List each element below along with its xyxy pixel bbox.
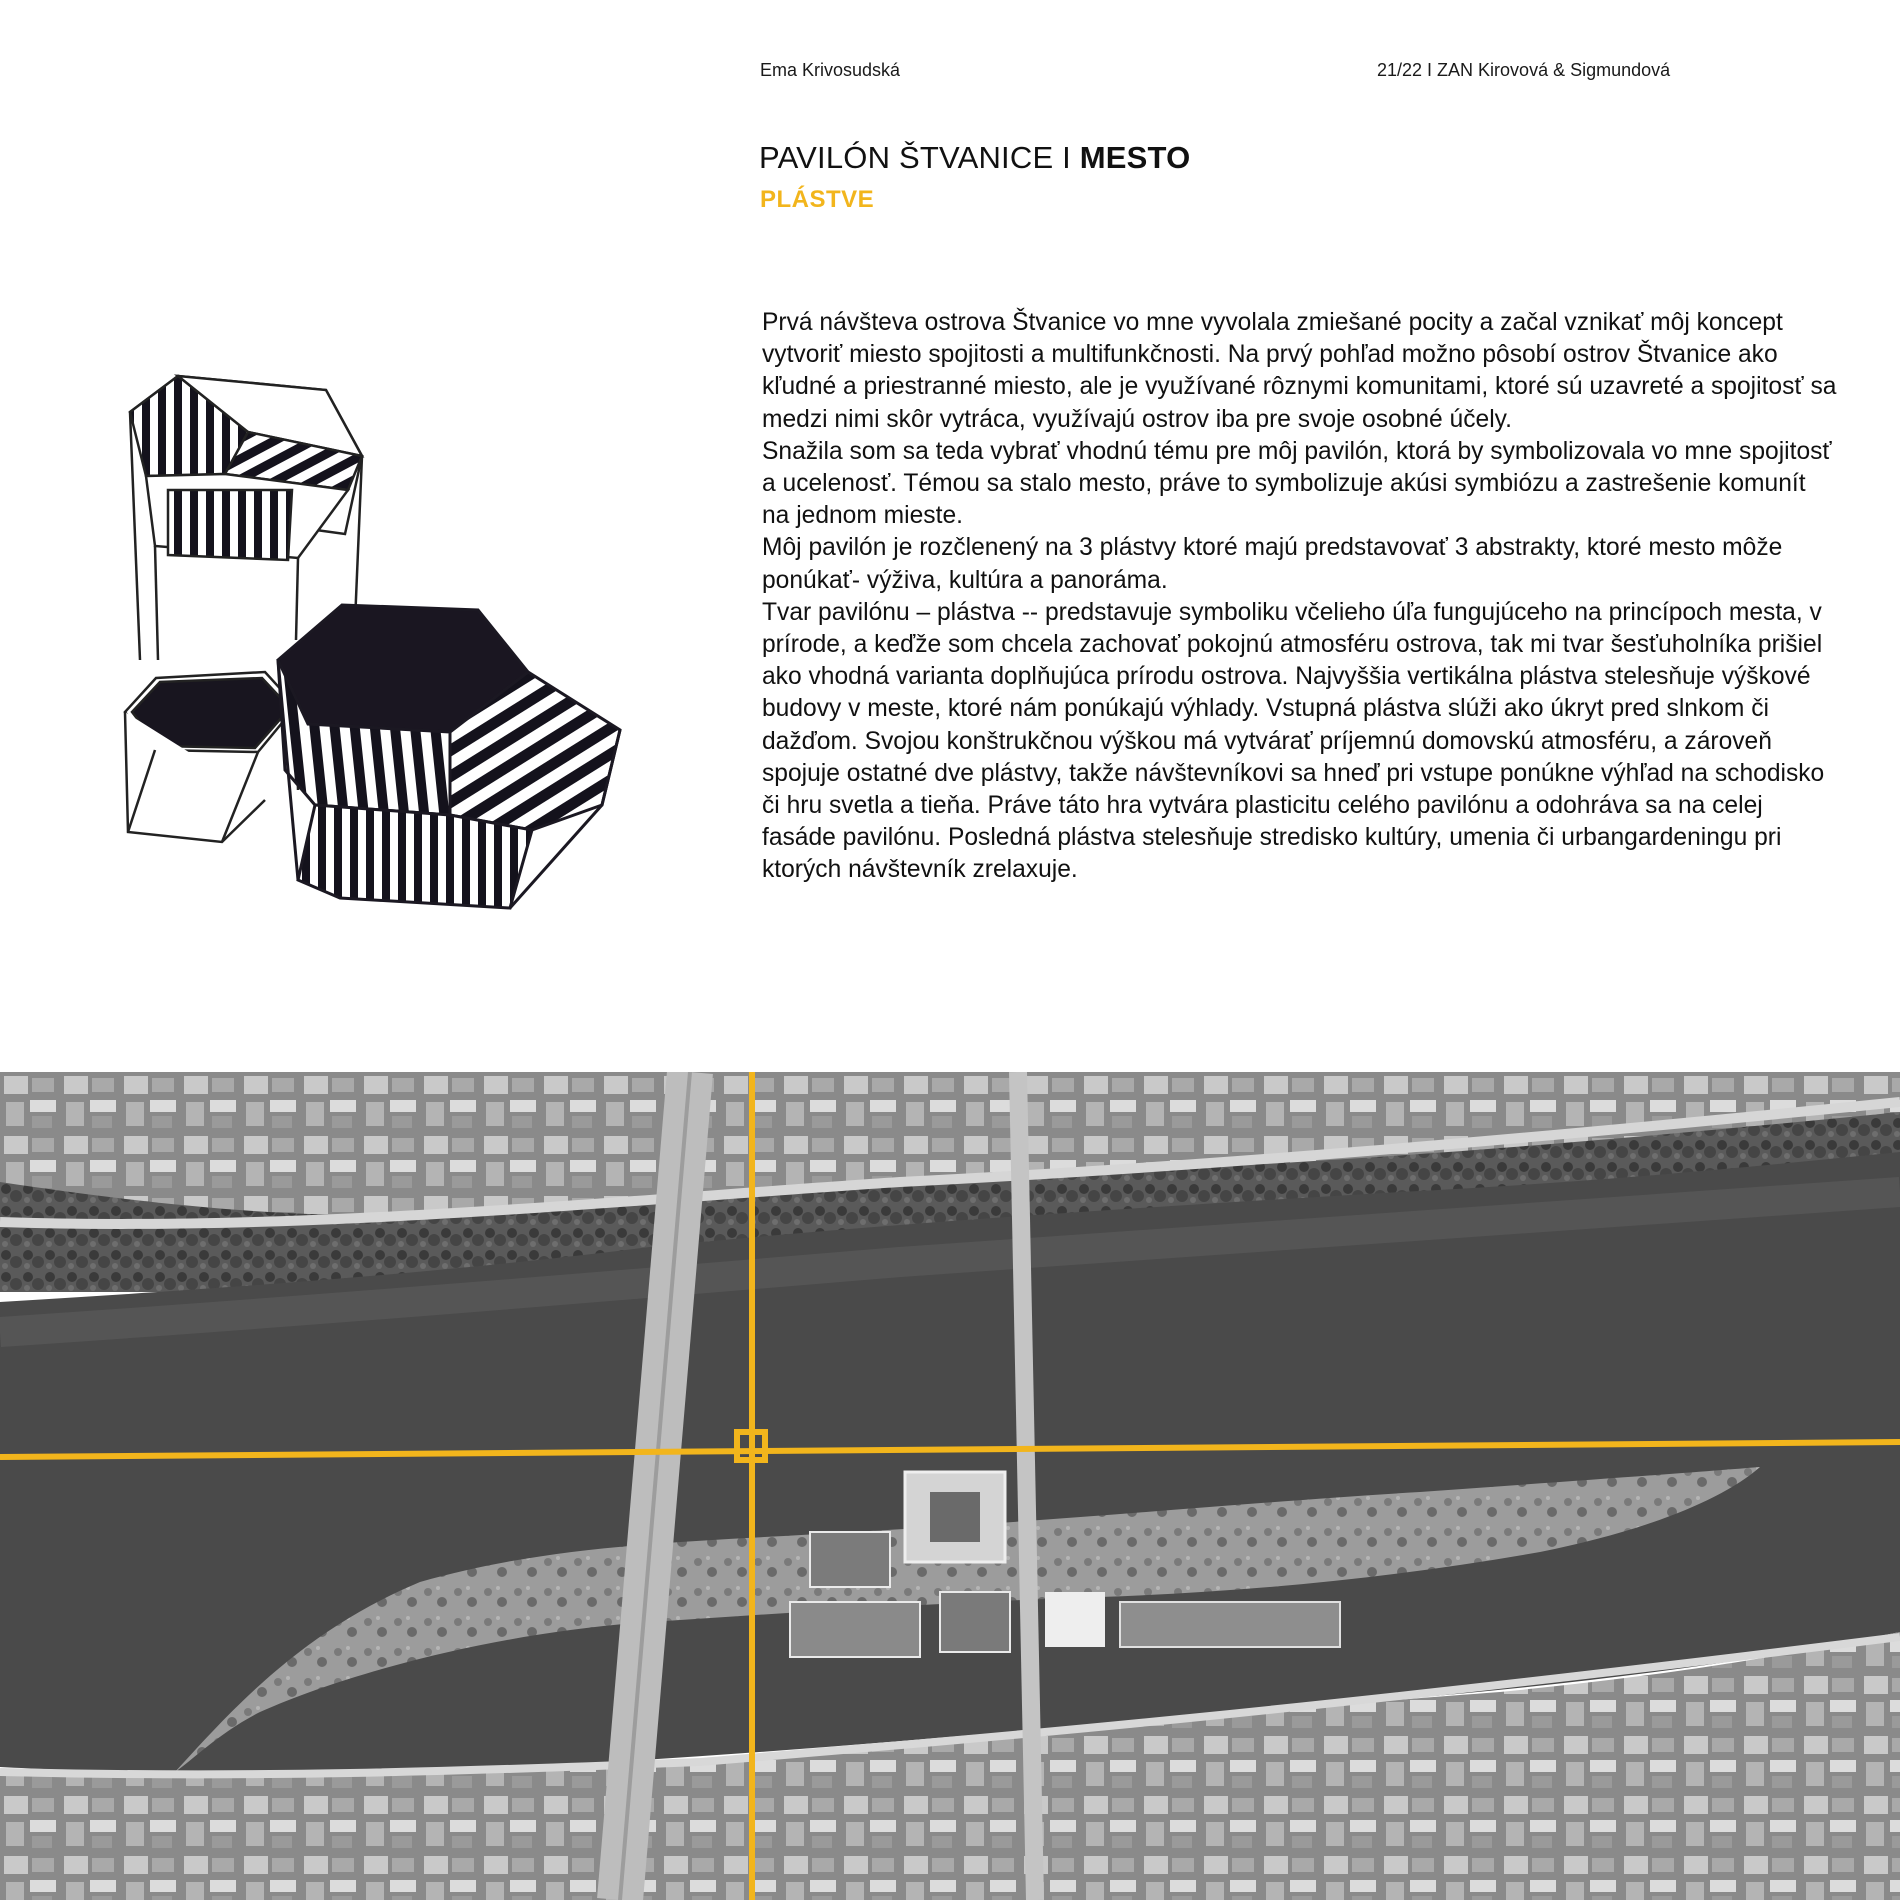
title-bold: MESTO [1079, 140, 1191, 175]
page-subtitle: PLÁSTVE [760, 186, 875, 213]
paragraph: Prvá návšteva ostrova Štvanice vo mne vyvolala zmiešané pocity a začal vznikať môj koncept vytvoriť miesto spojitosti a multifunkčnosti. Na prvý pohľad možno pôsobí ostrov Štvanice ako kľudné a priestranné miesto, ale je využívané rôznymi komunitami, ktoré sú uzavreté a spojitosť sa medzi nimi skôr vytráca, využívajú ostrov iba pre svoje osobné účely. [762, 309, 1837, 433]
aerial-map-image [0, 1072, 1900, 1900]
author-name: Ema Krivosudská [760, 60, 901, 80]
title-main: PAVILÓN ŠTVANICE I [759, 140, 1080, 175]
paragraph: Snažila som sa teda vybrať vhodnú tému pre môj pavilón, ktorá by symbolizovala vo mne spojitosť a ucelenosť. Témou sa stalo mesto, práve to symbolizuje akúsi symbiózu a zastrešenie komunít na jednom mieste. [762, 437, 1832, 530]
paragraph: Tvar pavilónu – plástva -- predstavuje symboliku včelieho úľa fungujúceho na princípoch mesta, v prírode, a keďže som chcela zachovať pokojnú atmosféru ostrova, tak mi tvar šesťuholníka prišiel ako vhodná varianta doplňujúca prírodu ostrova. Najvyššia vertikálna plástva stelesňuje výškové budovy v meste, ktoré nám ponúkajú výhlady. Vstupná plástva slúži ako úkryt pred slnkom či dažďom. Svojou konštrukčnou výškou má vytvárať príjemnú domovskú atmosféru, a zároveň spojuje ostatné dve plástvy, takže návštevníkovi sa hneď pri vstupe ponúkne výhľad na schodisko či hru svetla a tieňa. Práve táto hra vytvára plasticitu celého pavilónu a odohráva sa na celej fasáde pavilónu. Posledná plástva stelesňuje stredisko kultúry, umenia či urbangardeningu pri ktorých návštevník zrelaxuje. [762, 598, 1825, 884]
body-text [762, 307, 1838, 887]
course-info: 21/22 I ZAN Kirovová & Sigmundová [1377, 60, 1671, 80]
hexagon-sketch-image [110, 360, 650, 920]
large-plastva [278, 605, 620, 908]
paragraph: Môj pavilón je rozčlenený na 3 plástvy ktoré majú predstavovať 3 abstrakty, ktoré mesto môže ponúkať- výživa, kultúra a panoráma. [762, 534, 1783, 594]
small-plastva [125, 672, 298, 842]
page-title [759, 140, 1190, 176]
